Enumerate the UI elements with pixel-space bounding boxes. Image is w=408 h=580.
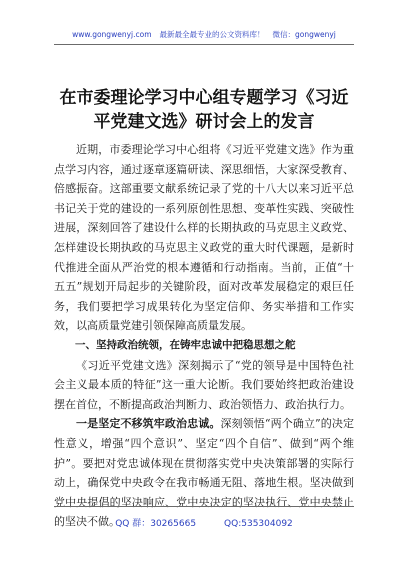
footer-qq-group: QQ 群：30265665 [115,519,197,529]
section-paragraph: 《习近平党建文选》深刻揭示了“党的领导是中国特色社会主义最本质的特征”这一重大论断。我们要始终把政治建设摆在首位，不断提高政治判断力、政治领悟力、政治执行力。 [54,358,354,411]
point-text: 深刻领悟“两个确立”的决定性意义，增强“四个意识”、坚定“四个自信”、做到“两个维护”。要把对党忠诚体现在贯彻落实党中央决策部署的实际行动上，确保党中央政令在我市畅通无阻、落地生根。坚决做到党中央提倡的坚决响应、党中央决定的坚决执行、党中央禁止的坚决不做。 [54,417,355,529]
header-slogan: 最新最全最专业的公文资料库！ [159,30,265,39]
footer-qq: QQ:535304092 [224,519,293,529]
page-footer [0,518,408,530]
document-title: 在市委理论学习中心组专题学习《习近平党建文选》研讨会上的发言 [59,88,349,132]
header-rule [54,44,354,45]
header-site-url[interactable]: www.gongwenyj.com [72,30,152,39]
point-lead: 一是坚定不移筑牢政治忠诚。 [76,417,221,431]
point-paragraph [54,414,354,532]
intro-paragraph: 近期，市委理论学习中心组将《习近平党建文选》作为重点学习内容，通过逐章逐篇研读、深思细悟，大家深受教育、倍感振奋。这部重要文献系统记录了党的十八大以来习近平总书记关于党的建设的一系列原创性思想、变革性实践、突破性进展，深刻回答了建设什么样的长期执政的马克思主义政党、怎样建设长期执政的马克思主义政党的重大时代课题，是新时代推进全面从严治党的根本遵循和行动指南。当前，正值“十五五”规划开局起步的关键阶段，面对改革发展稳定的艰巨任务，我们要把学习成果转化为坚定信仰、务实举措和工作实效，以高质量党建引领保障高质量发展。 [54,143,354,333]
footer-rule [54,506,354,507]
header-wechat: 微信：gongwenyj [272,30,336,39]
page-header [0,30,408,40]
section-heading: 一、坚持政治统领，在铸牢忠诚中把稳思想之舵 [75,338,296,351]
document-body [54,140,354,532]
